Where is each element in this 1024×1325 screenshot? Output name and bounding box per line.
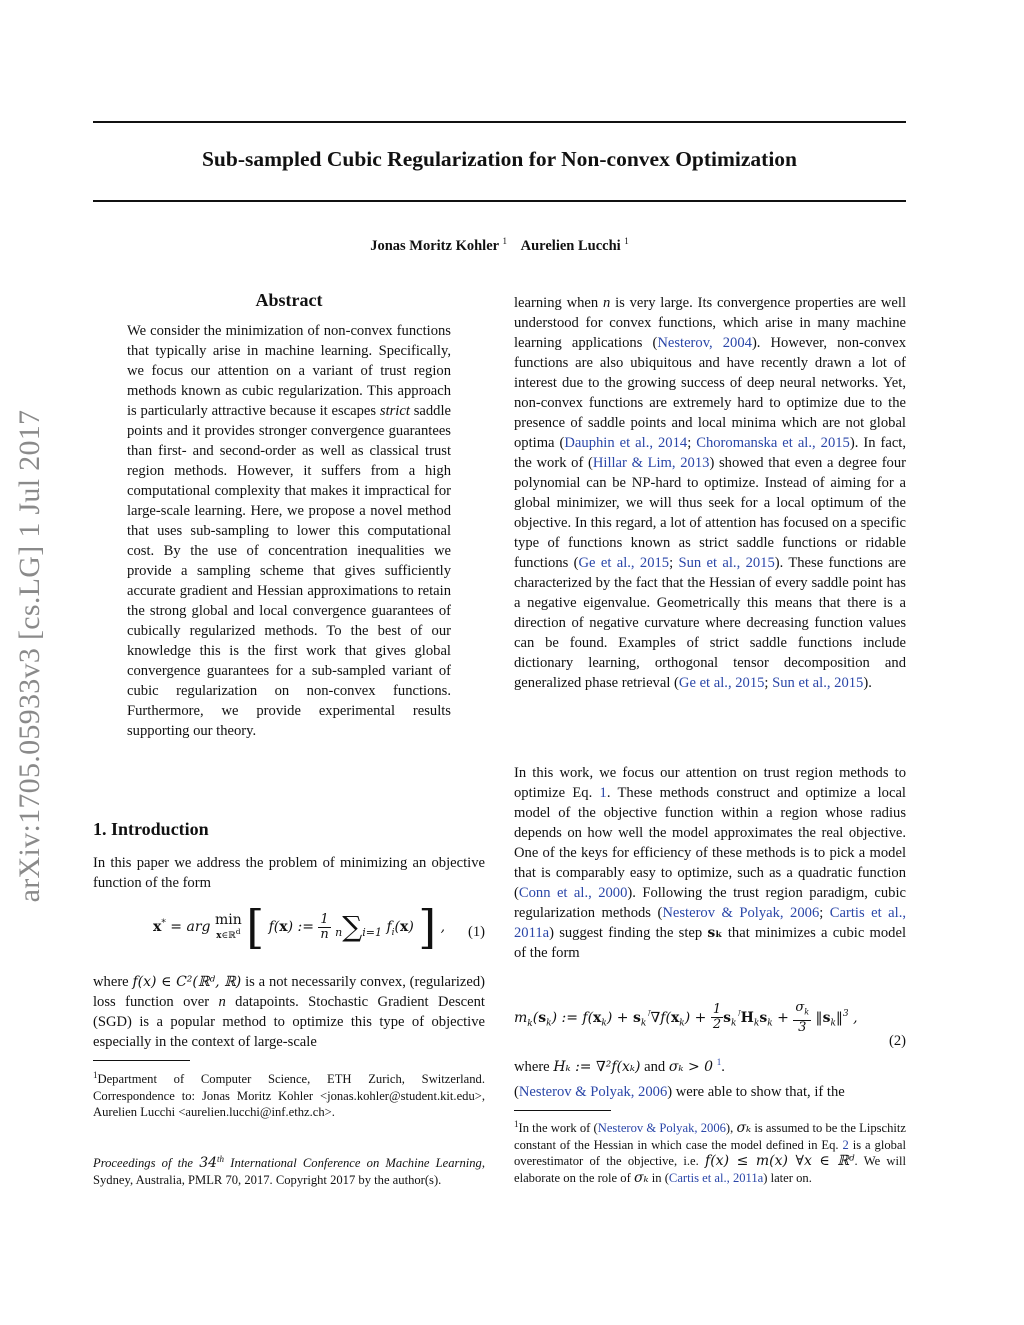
equation-2: $m_k(s_k)$ := $f(x_k) + s_k^⊺\nabla f(x_k)$ + $\frac{1}{2}$ $s_k^⊺H_ks_k$ + $\frac{\sigma_k}{3}$ $‖s_k‖^3$ , (2)	[514, 1000, 906, 1049]
abstract-text-a: We consider the minimization of non-convex functions that typically arise in machine learning. Specifically, we focus our attention on a variant of trust region methods known as cubic regularization. This approach is particularly attractive because it escapes	[127, 323, 451, 419]
intro-paragraph-1: In this paper we address the problem of minimizing an objective function of the form	[93, 855, 485, 891]
equation-2-label: (2)	[888, 1033, 906, 1049]
cite-hillar-lim-2013[interactable]: Hillar & Lim, 2013	[592, 455, 710, 471]
equation-1-label: (1)	[467, 924, 485, 940]
section-heading-intro: 1. Introduction	[93, 819, 209, 839]
footnote-sigma: $^1$In the work of (Nesterov & Polyak, 2006), σₖ is assumed to be the Lipschitz constant of the Hessian in which case the model defined in Eq. 2 is a global overestimator of the objective, i.e. f(x) ≤ m(x) ∀x ∈ ℝᵈ. We will elaborate on the role of σₖ in (Cartis et al., 2011a) later on.	[514, 1119, 907, 1186]
eq-ref-1[interactable]: 1	[599, 785, 607, 801]
author-kohler: Jonas Moritz Kohler	[370, 237, 499, 254]
paper-title: Sub-sampled Cubic Regularization for Non-convex Optimization	[201, 147, 798, 171]
proceedings-note: Proceedings of the 34th International Conference on Machine Learning, Sydney, Australia, PMLR 70, 2017. Copyright 2017 by the author(s).	[93, 1154, 485, 1187]
right-paragraph-3: where Hₖ := ∇²f(xₖ) and σₖ > 0 $^1$.	[514, 1057, 725, 1075]
author-line	[93, 236, 906, 255]
cite-cartis-2011a-fn[interactable]: Cartis et al., 2011a	[668, 1170, 764, 1185]
right-paragraph-2: In this work, we focus our attention on trust region methods to optimize Eq. 1. These methods construct and optimize a local model of the objective function within a region whose radius depends on how well the model approximates the real objective. One of the keys for efficiency of these methods is to pick a model that is comparably easy to optimize, such as a quadratic function (Conn et al., 2000). Following the trust region paradigm, cubic regularization methods (Nesterov & Polyak, 2006; Cartis et al., 2011a) suggest finding the step sₖ that minimizes a cubic model of the form	[514, 765, 906, 961]
footnote-ref-1[interactable]: 1	[716, 1057, 722, 1067]
author-lucchi: Aurelien Lucchi	[520, 237, 621, 254]
equation-1: x* = arg min x∈ℝ$^d$ [ f(x) := $\frac{1}{n}$ n∑i=1 $f_i(x)$ ] , (1)	[153, 900, 485, 954]
cite-conn-2000[interactable]: Conn et al., 2000	[518, 885, 628, 901]
abstract-text-b: saddle points and it provides stronger convergence guarantees than first- and second-order as well as classical trust region methods. However, it suffers from a high computational complexity that makes it impractical for large-scale learning. Here, we propose a novel method that uses sub-sampling to lower this computational cost. By the use of concentration inequalities we provide a sampling scheme that gives sufficiently accurate gradient and Hessian approximations to retain the strong global and local convergence guarantees of cubically regularized methods. To the best of our knowledge this is the first work that gives global convergence guarantees for a sub-sampled variant of cubic regularization on non-convex functions. Furthermore, we provide experimental results supporting our theory.	[127, 403, 451, 739]
abstract-body	[127, 321, 451, 741]
intro-paragraph-2: where f(x) ∈ C²(ℝᵈ, ℝ) is a not necessarily convex, (regularized) loss function over n datapoints. Stochastic Gradient Descent (SGD) is a popular method to optimize this type of objective especially in the context of large-scale	[93, 974, 486, 1050]
right-paragraph-4: (Nesterov & Polyak, 2006) were able to show that, if the	[514, 1084, 845, 1100]
abstract-emphasis: strict	[379, 403, 410, 419]
cite-sun-2015-b[interactable]: Sun et al., 2015	[772, 675, 864, 691]
arxiv-stamp: arXiv:1705.05933v3 [cs.LG] 1 Jul 2017	[13, 409, 46, 903]
right-paragraph-1: learning when n is very large. Its convergence properties are well understood for convex functions, which arise in many machine learning applications (Nesterov, 2004). However, non-convex functions are also ubiquitous and have recently drawn a lot of interest due to the growing success of deep neural networks. Yet, non-convex functions are extremely hard to optimize due to the presence of saddle points and local minima which are not global optima (Dauphin et al., 2014; Choromanska et al., 2015). In fact, the work of (Hillar & Lim, 2013) showed that even a degree four polynomial can be NP-hard to optimize. Instead of aiming for a global minimizer, we will thus seek for a local optimum of the objective. In this regard, a lot of attention has focused on a specific type of functions known as strict saddle functions or ridable functions (Ge et al., 2015; Sun et al., 2015). These functions are characterized by the fact that the Hessian of every saddle point has a negative eigenvalue. Geometrically this means that there is a direction of negative curvature where decreasing function values can be found. Examples of strict saddle functions include dictionary learning, orthogonal tensor decomposition and generalized phase retrieval (Ge et al., 2015; Sun et al., 2015).	[514, 295, 907, 691]
cite-nesterov-2004[interactable]: Nesterov, 2004	[657, 335, 752, 351]
footnote-affiliation: $^1$Department of Computer Science, ETH Zurich, Switzerland. Correspondence to: Jonas Moritz Kohler <jonas.kohler@student.kit.edu>, Aurelien Lucchi <aurelien.lucchi@inf.ethz.ch>.	[93, 1070, 485, 1120]
cite-choromanska-2015[interactable]: Choromanska et al., 2015	[696, 435, 850, 451]
cite-nesterov-polyak-2006[interactable]: Nesterov & Polyak, 2006	[662, 905, 820, 921]
cite-ge-2015-b[interactable]: Ge et al., 2015	[678, 675, 765, 691]
eq-ref-2[interactable]: 2	[842, 1137, 849, 1152]
title-rule-bottom	[93, 200, 906, 202]
title-rule-top	[93, 121, 906, 123]
footnote-rule-right	[514, 1110, 611, 1111]
author-affil-mark-2: 1	[624, 236, 629, 246]
abstract-heading: Abstract	[255, 290, 323, 310]
cite-dauphin-2014[interactable]: Dauphin et al., 2014	[564, 435, 688, 451]
cite-cartis-2011a[interactable]: Cartis et al., 2011a	[514, 905, 906, 941]
cite-nesterov-polyak-2006-fn[interactable]: Nesterov & Polyak, 2006	[597, 1121, 726, 1136]
cite-ge-2015[interactable]: Ge et al., 2015	[578, 555, 670, 571]
footnote-rule-left	[93, 1060, 190, 1061]
inline-math-f-c2: f(x) ∈ C²(ℝᵈ, ℝ)	[132, 974, 242, 990]
author-affil-mark-1: 1	[502, 236, 507, 246]
cite-sun-2015[interactable]: Sun et al., 2015	[678, 555, 775, 571]
cite-nesterov-polyak-2006-b[interactable]: Nesterov & Polyak, 2006	[518, 1084, 668, 1100]
